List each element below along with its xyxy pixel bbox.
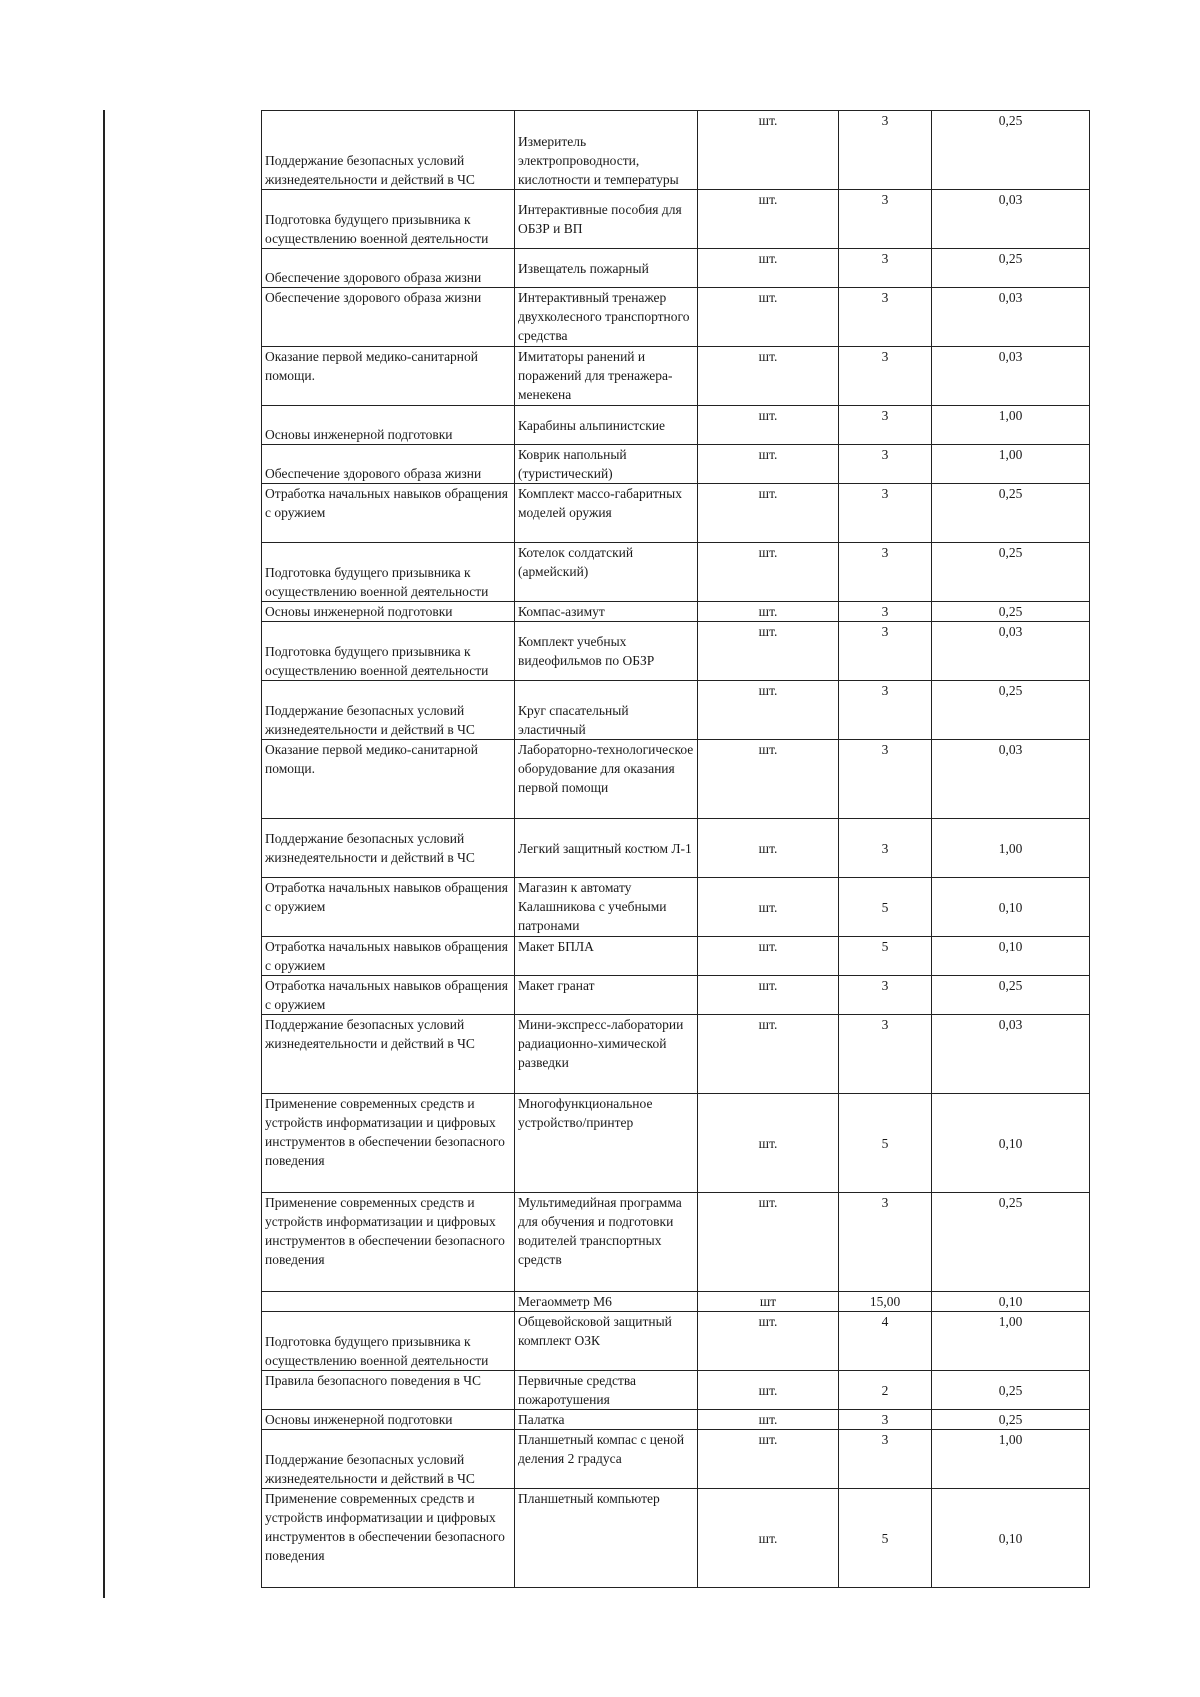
quantity-cell: 3 <box>839 819 932 878</box>
table-row <box>262 249 1090 288</box>
unit-cell: шт. <box>698 445 839 484</box>
area-cell: Обеспечение здорового образа жизни <box>262 445 515 484</box>
quantity-cell: 3 <box>839 622 932 681</box>
area-cell: Применение современных средств и устройств информатизации и цифровых инструментов в обеспечении безопасного поведения <box>262 1193 515 1292</box>
quantity-cell: 3 <box>839 976 932 1015</box>
unit-cell: шт. <box>698 1489 839 1588</box>
table-row <box>262 602 1090 622</box>
equipment-table-body <box>262 111 1090 1588</box>
equipment-name-cell: Комплект учебных видеофильмов по ОБЗР <box>515 622 698 681</box>
equipment-table <box>261 110 1090 1588</box>
coefficient-cell: 0,25 <box>932 484 1090 543</box>
equipment-name-cell: Мегаомметр М6 <box>515 1292 698 1312</box>
equipment-name-cell: Макет БПЛА <box>515 937 698 976</box>
unit-cell: шт. <box>698 288 839 347</box>
table-row <box>262 1312 1090 1371</box>
quantity-cell: 3 <box>839 543 932 602</box>
unit-cell: шт. <box>698 681 839 740</box>
coefficient-cell: 0,03 <box>932 1015 1090 1094</box>
table-row <box>262 622 1090 681</box>
area-cell: Основы инженерной подготовки <box>262 1410 515 1430</box>
unit-cell: шт <box>698 1292 839 1312</box>
equipment-name-cell: Мини-экспресс-лаборатории радиационно-химической разведки <box>515 1015 698 1094</box>
unit-cell: шт. <box>698 602 839 622</box>
coefficient-cell: 1,00 <box>932 819 1090 878</box>
equipment-name-cell: Карабины альпинистские <box>515 406 698 445</box>
table-row <box>262 681 1090 740</box>
quantity-cell: 3 <box>839 681 932 740</box>
coefficient-cell: 0,03 <box>932 190 1090 249</box>
table-row <box>262 347 1090 406</box>
area-cell: Отработка начальных навыков обращения с оружием <box>262 878 515 937</box>
unit-cell: шт. <box>698 347 839 406</box>
quantity-cell: 5 <box>839 937 932 976</box>
table-row <box>262 1410 1090 1430</box>
unit-cell: шт. <box>698 1094 839 1193</box>
quantity-cell: 3 <box>839 406 932 445</box>
coefficient-cell: 0,10 <box>932 1292 1090 1312</box>
area-cell: Поддержание безопасных условий жизнедеятельности и действий в ЧС <box>262 819 515 878</box>
quantity-cell: 15,00 <box>839 1292 932 1312</box>
coefficient-cell: 0,03 <box>932 347 1090 406</box>
quantity-cell: 3 <box>839 190 932 249</box>
area-cell: Оказание первой медико-санитарной помощи. <box>262 740 515 819</box>
coefficient-cell: 0,10 <box>932 878 1090 937</box>
unit-cell: шт. <box>698 878 839 937</box>
unit-cell: шт. <box>698 1371 839 1410</box>
table-row <box>262 288 1090 347</box>
equipment-name-cell: Макет гранат <box>515 976 698 1015</box>
coefficient-cell: 0,25 <box>932 1410 1090 1430</box>
coefficient-cell: 0,25 <box>932 249 1090 288</box>
equipment-name-cell: Имитаторы ранений и поражений для тренажера-менекена <box>515 347 698 406</box>
unit-cell: шт. <box>698 976 839 1015</box>
quantity-cell: 3 <box>839 484 932 543</box>
table-row <box>262 543 1090 602</box>
table-row <box>262 1094 1090 1193</box>
equipment-name-cell: Извещатель пожарный <box>515 249 698 288</box>
coefficient-cell: 1,00 <box>932 406 1090 445</box>
equipment-name-cell: Многофункциональное устройство/принтер <box>515 1094 698 1193</box>
equipment-name-cell: Магазин к автомату Калашникова с учебными патронами <box>515 878 698 937</box>
table-row <box>262 445 1090 484</box>
equipment-name-cell: Планшетный компас с ценой деления 2 градуса <box>515 1430 698 1489</box>
table-row <box>262 1292 1090 1312</box>
unit-cell: шт. <box>698 1015 839 1094</box>
coefficient-cell: 0,25 <box>932 1371 1090 1410</box>
coefficient-cell: 0,25 <box>932 976 1090 1015</box>
area-cell: Подготовка будущего призывника к осуществлению военной деятельности <box>262 1312 515 1371</box>
area-cell: Поддержание безопасных условий жизнедеятельности и действий в ЧС <box>262 1430 515 1489</box>
quantity-cell: 3 <box>839 1015 932 1094</box>
area-cell: Обеспечение здорового образа жизни <box>262 249 515 288</box>
equipment-name-cell: Интерактивный тренажер двухколесного транспортного средства <box>515 288 698 347</box>
coefficient-cell: 0,03 <box>932 622 1090 681</box>
equipment-name-cell: Измеритель электропроводности, кислотности и температуры <box>515 111 698 190</box>
equipment-name-cell: Круг спасательный эластичный <box>515 681 698 740</box>
quantity-cell: 3 <box>839 1410 932 1430</box>
quantity-cell: 5 <box>839 1489 932 1588</box>
area-cell: Основы инженерной подготовки <box>262 406 515 445</box>
coefficient-cell: 0,10 <box>932 1489 1090 1588</box>
area-cell: Подготовка будущего призывника к осуществлению военной деятельности <box>262 543 515 602</box>
unit-cell: шт. <box>698 543 839 602</box>
coefficient-cell: 0,25 <box>932 1193 1090 1292</box>
area-cell: Основы инженерной подготовки <box>262 602 515 622</box>
coefficient-cell: 0,25 <box>932 543 1090 602</box>
quantity-cell: 3 <box>839 249 932 288</box>
table-row <box>262 1193 1090 1292</box>
quantity-cell: 2 <box>839 1371 932 1410</box>
area-cell <box>262 1292 515 1312</box>
unit-cell: шт. <box>698 484 839 543</box>
quantity-cell: 4 <box>839 1312 932 1371</box>
quantity-cell: 5 <box>839 878 932 937</box>
area-cell: Отработка начальных навыков обращения с оружием <box>262 976 515 1015</box>
area-cell: Правила безопасного поведения в ЧС <box>262 1371 515 1410</box>
area-cell: Подготовка будущего призывника к осуществлению военной деятельности <box>262 622 515 681</box>
coefficient-cell: 1,00 <box>932 1312 1090 1371</box>
unit-cell: шт. <box>698 111 839 190</box>
equipment-name-cell: Палатка <box>515 1410 698 1430</box>
equipment-name-cell: Коврик напольный (туристический) <box>515 445 698 484</box>
equipment-name-cell: Лабораторно-технологическое оборудование для оказания первой помощи <box>515 740 698 819</box>
table-row <box>262 937 1090 976</box>
unit-cell: шт. <box>698 622 839 681</box>
equipment-name-cell: Компас-азимут <box>515 602 698 622</box>
unit-cell: шт. <box>698 1193 839 1292</box>
coefficient-cell: 0,25 <box>932 681 1090 740</box>
area-cell: Оказание первой медико-санитарной помощи. <box>262 347 515 406</box>
unit-cell: шт. <box>698 740 839 819</box>
unit-cell: шт. <box>698 249 839 288</box>
equipment-name-cell: Первичные средства пожаротушения <box>515 1371 698 1410</box>
quantity-cell: 3 <box>839 347 932 406</box>
left-margin-rule <box>103 110 105 1598</box>
area-cell: Поддержание безопасных условий жизнедеятельности и действий в ЧС <box>262 1015 515 1094</box>
area-cell: Поддержание безопасных условий жизнедеятельности и действий в ЧС <box>262 681 515 740</box>
area-cell: Применение современных средств и устройств информатизации и цифровых инструментов в обеспечении безопасного поведения <box>262 1094 515 1193</box>
unit-cell: шт. <box>698 819 839 878</box>
table-row <box>262 406 1090 445</box>
table-row <box>262 190 1090 249</box>
area-cell: Поддержание безопасных условий жизнедеятельности и действий в ЧС <box>262 111 515 190</box>
unit-cell: шт. <box>698 937 839 976</box>
table-row <box>262 1371 1090 1410</box>
unit-cell: шт. <box>698 406 839 445</box>
unit-cell: шт. <box>698 1312 839 1371</box>
quantity-cell: 3 <box>839 1193 932 1292</box>
equipment-name-cell: Котелок солдатский (армейский) <box>515 543 698 602</box>
quantity-cell: 3 <box>839 445 932 484</box>
coefficient-cell: 0,10 <box>932 937 1090 976</box>
table-row <box>262 1489 1090 1588</box>
quantity-cell: 3 <box>839 602 932 622</box>
coefficient-cell: 0,03 <box>932 740 1090 819</box>
area-cell: Отработка начальных навыков обращения с оружием <box>262 937 515 976</box>
area-cell: Подготовка будущего призывника к осуществлению военной деятельности <box>262 190 515 249</box>
unit-cell: шт. <box>698 1410 839 1430</box>
table-row <box>262 976 1090 1015</box>
unit-cell: шт. <box>698 190 839 249</box>
area-cell: Обеспечение здорового образа жизни <box>262 288 515 347</box>
coefficient-cell: 1,00 <box>932 445 1090 484</box>
quantity-cell: 3 <box>839 740 932 819</box>
coefficient-cell: 0,10 <box>932 1094 1090 1193</box>
equipment-name-cell: Интерактивные пособия для ОБЗР и ВП <box>515 190 698 249</box>
equipment-name-cell: Мультимедийная программа для обучения и подготовки водителей транспортных средств <box>515 1193 698 1292</box>
equipment-name-cell: Легкий защитный костюм Л-1 <box>515 819 698 878</box>
coefficient-cell: 0,25 <box>932 602 1090 622</box>
quantity-cell: 3 <box>839 288 932 347</box>
table-row <box>262 740 1090 819</box>
equipment-name-cell: Комплект массо-габаритных моделей оружия <box>515 484 698 543</box>
table-row <box>262 484 1090 543</box>
coefficient-cell: 1,00 <box>932 1430 1090 1489</box>
equipment-name-cell: Общевойсковой защитный комплект ОЗК <box>515 1312 698 1371</box>
equipment-name-cell: Планшетный компьютер <box>515 1489 698 1588</box>
quantity-cell: 3 <box>839 111 932 190</box>
coefficient-cell: 0,25 <box>932 111 1090 190</box>
quantity-cell: 3 <box>839 1430 932 1489</box>
table-row <box>262 819 1090 878</box>
area-cell: Применение современных средств и устройств информатизации и цифровых инструментов в обеспечении безопасного поведения <box>262 1489 515 1588</box>
table-row <box>262 1015 1090 1094</box>
unit-cell: шт. <box>698 1430 839 1489</box>
table-row <box>262 111 1090 190</box>
quantity-cell: 5 <box>839 1094 932 1193</box>
table-row <box>262 878 1090 937</box>
coefficient-cell: 0,03 <box>932 288 1090 347</box>
table-row <box>262 1430 1090 1489</box>
area-cell: Отработка начальных навыков обращения с оружием <box>262 484 515 543</box>
